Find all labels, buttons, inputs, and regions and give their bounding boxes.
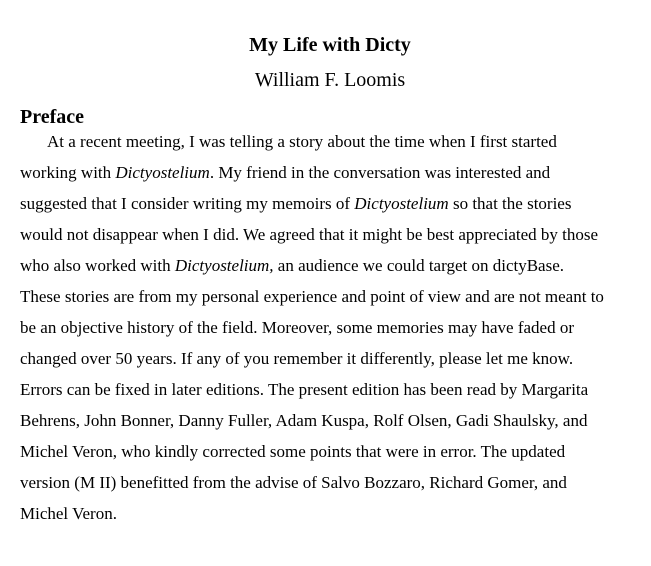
italic-term: Dictyostelium xyxy=(115,163,210,182)
text-run: version (M II) benefitted from the advise of Salvo Bozzaro, Richard Gomer, and xyxy=(20,473,567,492)
text-run: who also worked with xyxy=(20,256,175,275)
text-run: Errors can be fixed in later editions. The present edition has been read by Margarita xyxy=(20,380,589,399)
paragraph-line xyxy=(20,436,645,467)
paragraph-line xyxy=(20,250,645,281)
paragraph-line xyxy=(20,498,645,529)
paragraph-line xyxy=(20,467,645,498)
italic-term: Dictyostelium xyxy=(354,194,449,213)
text-run: At a recent meeting, I was telling a story about the time when I first started xyxy=(47,132,557,151)
paragraph-line xyxy=(20,312,645,343)
text-run: changed over 50 years. If any of you remember it differently, please let me know. xyxy=(20,349,574,368)
document-author: William F. Loomis xyxy=(254,69,406,91)
italic-term: Dictyostelium, xyxy=(174,256,274,275)
text-run: Behrens, John Bonner, Danny Fuller, Adam Kuspa, Rolf Olsen, Gadi Shaulsky, and xyxy=(20,411,588,430)
paragraph-line xyxy=(20,188,645,219)
paragraph-line xyxy=(20,126,645,157)
paragraph-line xyxy=(20,405,645,436)
text-run: would not disappear when I did. We agreed that it might be best appreciated by those xyxy=(20,225,599,244)
text-run: be an objective history of the field. Moreover, some memories may have faded or xyxy=(20,318,574,337)
paragraph-line xyxy=(20,343,645,374)
paragraph-line xyxy=(20,219,645,250)
text-run: Michel Veron. xyxy=(20,504,117,523)
text-run: Michel Veron, who kindly corrected some points that were in error. The updated xyxy=(20,442,566,461)
text-run: an audience we could target on dictyBase. xyxy=(273,256,565,275)
text-run: working with xyxy=(20,163,116,182)
text-run: so that the stories xyxy=(448,194,572,213)
text-run: suggested that I consider writing my memoirs of xyxy=(20,194,355,213)
text-run: . My friend in the conversation was interested and xyxy=(209,163,551,182)
paragraph-line xyxy=(20,374,645,405)
paragraph-line xyxy=(20,281,645,312)
section-heading: Preface xyxy=(20,106,85,128)
text-run: These stories are from my personal experience and point of view and are not meant to xyxy=(20,287,604,306)
preface-paragraph xyxy=(20,126,645,529)
document-title: My Life with Dicty xyxy=(249,34,411,56)
paragraph-line xyxy=(20,157,645,188)
